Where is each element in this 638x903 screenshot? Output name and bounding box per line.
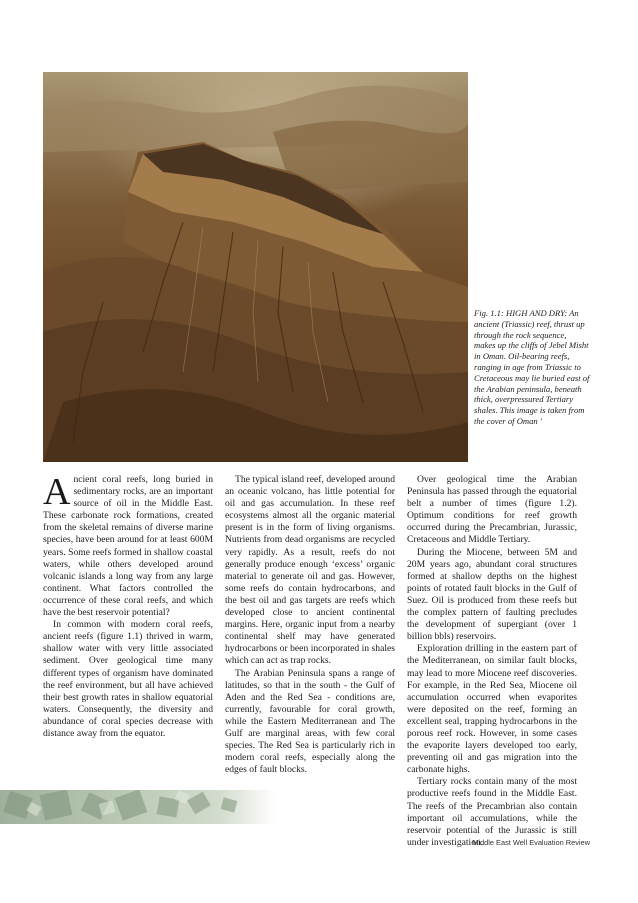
article-column-2: [225, 474, 395, 776]
article-paragraph: The typical island reef, developed around an oceanic volcano, has little potential for oil and gas accumulation. In these reef ecosystems almost all the organic material present is in the form of living organisms. Nutrients from dead organisms are recycled very rapidly. As a result, reefs do not generally produce enough ‘excess’ organic material to generate oil and gas. However, some reefs do contain hydrocarbons, and the best oil and gas targets are reefs which developed close to ancient continental margins. Here, organic input from a nearby continental shelf may have generated hydrocarbons or been incorporated in shales which can act as trap rocks.: [225, 474, 395, 667]
article-paragraph: Exploration drilling in the eastern part of the Mediterranean, on similar fault blocks, may lead to more Miocene reef discoveries. For example, in the Red Sea, Miocene oil accumulation occurred when evaporites were deposited on the reef, forming an excellent seal, trapping hydrocarbons in the porous reef rock. However, in some cases the evaporite layers developed too early, preventing oil and gas migration into the carbonate highs.: [407, 643, 577, 776]
article-paragraph: In common with modern coral reefs, ancient reefs (figure 1.1) thrived in warm, shallow water with very little associated sediment. Over geological time many different types of organism have dominated the reef environment, but all have achieved their best growth rates in shallow equatorial waters. Consequently, the diversity and abundance of coral species decrease with distance away from the equator.: [43, 619, 213, 739]
drop-cap: A: [43, 471, 71, 513]
article-paragraph: Over geological time the Arabian Peninsula has passed through the equatorial belt a number of times (figure 1.2). Optimum conditions for reef growth occurred during the Precambrian, Jurassic, Cretaceous and Middle Tertiary.: [407, 474, 577, 546]
article-paragraph: During the Miocene, between 5M and 20M years ago, abundant coral structures formed at shallow depths on the highest points of rotated fault blocks in the Gulf of Suez. Oil is produced from these reefs but the complex pattern of faulting precludes the development of supergiant (over 1 billion bbls) reservoirs.: [407, 546, 577, 643]
figure-caption: Fig. 1.1: HIGH AND DRY: An ancient (Triassic) reef, thrust up through the rock sequence, makes up the cliffs of Jebel Misht in Oman. Oil-bearing reefs, ranging in age from Triassic to Cretaceous may lie buried east of the Arabian peninsula, beneath thick, overpressured Tertiary shales. This image is taken from the cover of Oman ': [474, 308, 590, 426]
article-column-1: [43, 471, 213, 740]
jebel-misht-illustration: [43, 72, 468, 462]
article-paragraph: The Arabian Peninsula spans a range of latitudes, so that in the south - the Gulf of Aden and the Red Sea - conditions are, currently, favourable for coral growth, while the Eastern Mediterranean and The Gulf are marginal areas, with few coral species. The Red Sea is particularly rich in modern coral reefs, especially along the edges of fault blocks.: [225, 667, 395, 776]
article-paragraph: Tertiary rocks contain many of the most productive reefs found in the Middle East. The reefs of the Precambrian also contain important oil accumulations, while the reservoir potential of the Jurassic is still under investigation.: [407, 776, 577, 848]
publication-footer: Middle East Well Evaluation Review: [472, 838, 590, 847]
article-column-3: [407, 474, 577, 849]
article-paragraph: Ancient coral reefs, long buried in sedimentary rocks, are an important source of oil in the Middle East. These carbonate rock formations, created from the skeletal remains of diverse marine species, have been around for at least 600M years. Some reefs formed in shallow coastal waters, while others developed around volcanic islands a long way from any large continent. What factors controlled the occurrence of these coral reefs, and which have the best reservoir potential?: [43, 471, 213, 619]
mountain-photo: [43, 72, 468, 462]
decorative-crystal-strip: [0, 790, 275, 824]
crystal-texture: [0, 790, 275, 824]
